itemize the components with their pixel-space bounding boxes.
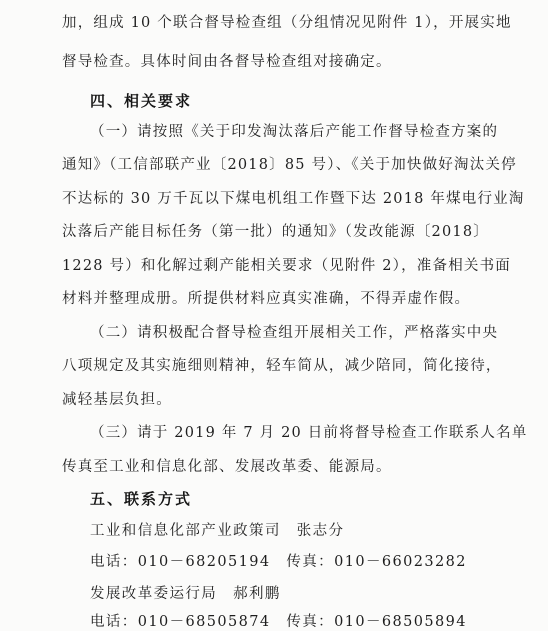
- contact-department: 工业和信息化部产业政策司 张志分: [90, 523, 345, 539]
- body-text-line: 1228 号）和化解过剩产能相关要求（见附件 2），准备相关书面: [62, 258, 511, 274]
- body-text-line: （三）请于 2019 年 7 月 20 日前将督导检查工作联系人名单: [90, 425, 528, 441]
- contact-phone-fax: 电话：010－68205194 传真：010－66023282: [90, 554, 467, 570]
- contact-phone-fax: 电话：010－68505874 传真：010－68505894: [90, 614, 467, 630]
- body-text-line: 汰落后产能目标任务（第一批）的通知》（发改能源〔2018〕: [62, 224, 489, 240]
- body-text-line: 督导检查。具体时间由各督导检查组对接确定。: [62, 54, 392, 70]
- body-text-line: 八项规定及其实施细则精神，轻车简从，减少陪同，简化接待，: [62, 358, 502, 374]
- body-text-line: （一）请按照《关于印发淘汰落后产能工作督导检查方案的: [90, 124, 499, 140]
- body-text-line: （二）请积极配合督导检查组开展相关工作，严格落实中央: [90, 325, 499, 341]
- body-text-line: 不达标的 30 万千瓦以下煤电机组工作暨下达 2018 年煤电行业淘: [62, 191, 525, 207]
- section-heading: 五、联系方式: [90, 490, 193, 508]
- body-text-line: 材料并整理成册。所提供材料应真实准确，不得弄虚作假。: [62, 291, 471, 307]
- body-text-line: 传真至工业和信息化部、发展改革委、能源局。: [62, 459, 392, 475]
- body-text-line: 通知》（工信部联产业〔2018〕85 号）、《关于加快做好淘汰关停: [62, 157, 517, 173]
- body-text-line: 加，组成 10 个联合督导检查组（分组情况见附件 1），开展实地: [62, 15, 512, 31]
- body-text-line: 减轻基层负担。: [62, 392, 172, 408]
- contact-department: 发展改革委运行局 郝利鹏: [90, 586, 281, 602]
- section-heading: 四、相关要求: [90, 92, 193, 110]
